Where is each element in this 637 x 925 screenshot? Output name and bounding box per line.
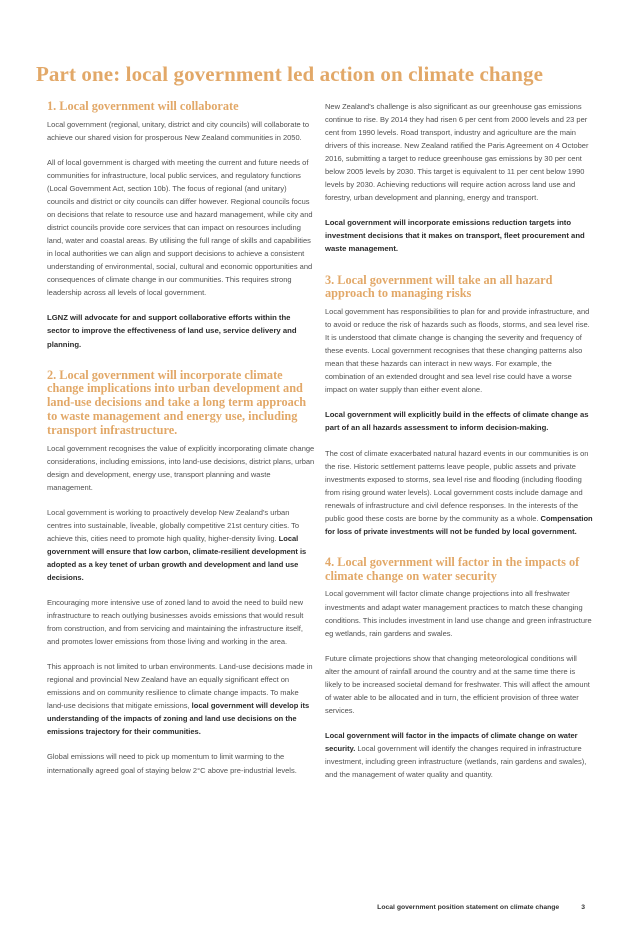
section-4-paragraph-2: Future climate projections show that changing meteorological conditions will alter the amount of rainfall around the country and at the same time there is likely to be increased societal demand for freshwater. This will affect the amount of water able to be allocated and in turn, the efficient provision of three water services. (325, 653, 590, 715)
section-4-paragraph-3 (325, 729, 593, 781)
section-2-paragraph-2-text: Local government is working to proactively develop New Zealand's urban centres into sustainable, liveable, globally competitive 21st century cities. To achieve this, cities need to promote high quality, higher-density living. (47, 507, 300, 543)
page-footer (377, 904, 585, 911)
section-4-heading: 4. Local government will factor in the impacts of climate change on water security (325, 554, 580, 583)
right-column (325, 100, 593, 793)
section-4-paragraph-3-text: Local government will identify the changes required in infrastructure investment, including green infrastructure (wetlands, rain gardens and swales), and the management of water quality and quantity. (325, 743, 587, 780)
section-4-paragraph-3-emphasis: Local government will factor in the impacts of climate change on water security. (325, 730, 578, 753)
section-2-paragraph-4 (47, 660, 315, 738)
section-3-paragraph-2-text: The cost of climate exacerbated natural hazard events in our communities is on the rise. Historic settlement patterns leave people, public assets and private investments exposed to storms, sea level rise and flooding (including flooding from rising ground water levels). Local government costs include damage and renewals of infrastructure and civil defence responses. In the interests of the public good these costs are borne by the community as a whole. (325, 448, 589, 523)
emissions-paragraph: New Zealand's challenge is also significant as our greenhouse gas emissions continue to rise. By 2014 they had risen 6 per cent from 2000 levels and 23 per cent from 1990 levels. Road transport, industry and agriculture are the main drivers of this increase. New Zealand ratified the Paris Agreement on 4 October 2016, submitting a target to reduce greenhouse gas emissions by 30 per cent below 2005 levels by 2030. This target is equivalent to 11 per cent below 1990 levels by 2030. Achieving reductions will require action across land use and forestry, urban development and planning, energy and transport. (325, 102, 589, 203)
section-2-paragraph-5: Global emissions will need to pick up momentum to limit warming to the internationally agreed goal of staying below 2°C above pre-industrial levels. (47, 752, 297, 775)
section-1-paragraph-1: Local government (regional, unitary, district and city councils) will collaborate to achieve our shared vision for prosperous New Zealand communities in 2050. (47, 119, 310, 142)
section-3-statement: Local government will explicitly build in the effects of climate change as part of an all hazards assessment to inform decision-making. (325, 410, 589, 433)
section-1-statement: LGNZ will advocate for and support collaborative efforts within the sector to improve the effectiveness of land use, service delivery and planning. (47, 313, 297, 349)
section-2-paragraph-2-emphasis: Local government will ensure that low carbon, climate-resilient development is adopted as a key tenet of urban growth and development and land use decisions. (47, 533, 307, 582)
section-1-heading: 1. Local government will collaborate (47, 99, 239, 113)
section-4-paragraph-1: Local government will factor climate change projections into all freshwater investments and adapt water management practices to match these changing conditions. This includes investment in land use change and green infrastructure eg wetlands, rain gardens and swales. (325, 589, 592, 638)
section-2-paragraph-3: Encouraging more intensive use of zoned land to avoid the need to build new infrastructure to reach outlying businesses avoids emissions that would result from construction, and from servicing and maintaining the infrastructure itself, and promotes lower emissions from those living and working in the area. (47, 598, 304, 647)
section-2-heading: 2. Local government will incorporate climate change implications into urban development and land-use decisions and take a long term approach to waste management and energy use, including transport infrastructure. (47, 367, 307, 437)
section-2-paragraph-1: Local government recognises the value of explicitly incorporating climate change considerations, including emissions, into land-use decisions, district plans, urban design and development, energy use, transport planning and waste management. (47, 443, 315, 492)
section-3-paragraph-2-emphasis: Compensation for loss of private investments will not be funded by local government. (325, 513, 593, 536)
section-1-paragraph-2: All of local government is charged with meeting the current and future needs of communities for infrastructure, local public services, and regulatory functions (Local Government Act, section 10b). The focus of regional (and unitary) councils and district or city councils can differ however. Regional councils focus on decisions that relate to resource use and hazard management, while city and district councils provide core services that can impact on resources including land, water and coastal areas. By utilising the full range of skills and capabilities in local authorities we can align and support decisions to achieve a consistent understanding of environmental, social, cultural and economic opportunities and consequences of climate change in our communities. This requires strong leadership across all levels of local government. (47, 157, 313, 298)
section-3-heading: 3. Local government will take an all hazard approach to managing risks (325, 272, 553, 301)
left-column (47, 100, 315, 789)
section-3-paragraph-2 (325, 447, 593, 538)
page-number: 3 (581, 904, 585, 911)
section-2-paragraph-4-emphasis: local government will develop its understanding of the impacts of zoning and land use decisions on the emissions trajectory for their communities. (47, 701, 310, 737)
section-2-paragraph-2 (47, 506, 315, 584)
emissions-statement: Local government will incorporate emissions reduction targets into investment decisions that it makes on transport, fleet procurement and waste management. (325, 218, 585, 254)
section-2-paragraph-4-text: This approach is not limited to urban environments. Land-use decisions made in regional and provincial New Zealand have an equally significant effect on emissions and on community resilience to climate change impacts. To make land-use decisions that mitigate emissions, (47, 662, 313, 711)
footer-text: Local government position statement on climate change (377, 904, 560, 911)
section-3-paragraph-1: Local government has responsibilities to plan for and provide infrastructure, and to avoid or reduce the risk of hazards such as floods, storms, and sea level rise. It is understood that climate change is changing the severity and frequency of these events. Local government recognises that these changing patterns also mean that these hazards can interact in new ways. For example, the combination of an extended drought and sea level rise could have a worse impact on water supply than either event alone. (325, 307, 590, 395)
page-title: Part one: local government led action on climate change (36, 62, 544, 86)
